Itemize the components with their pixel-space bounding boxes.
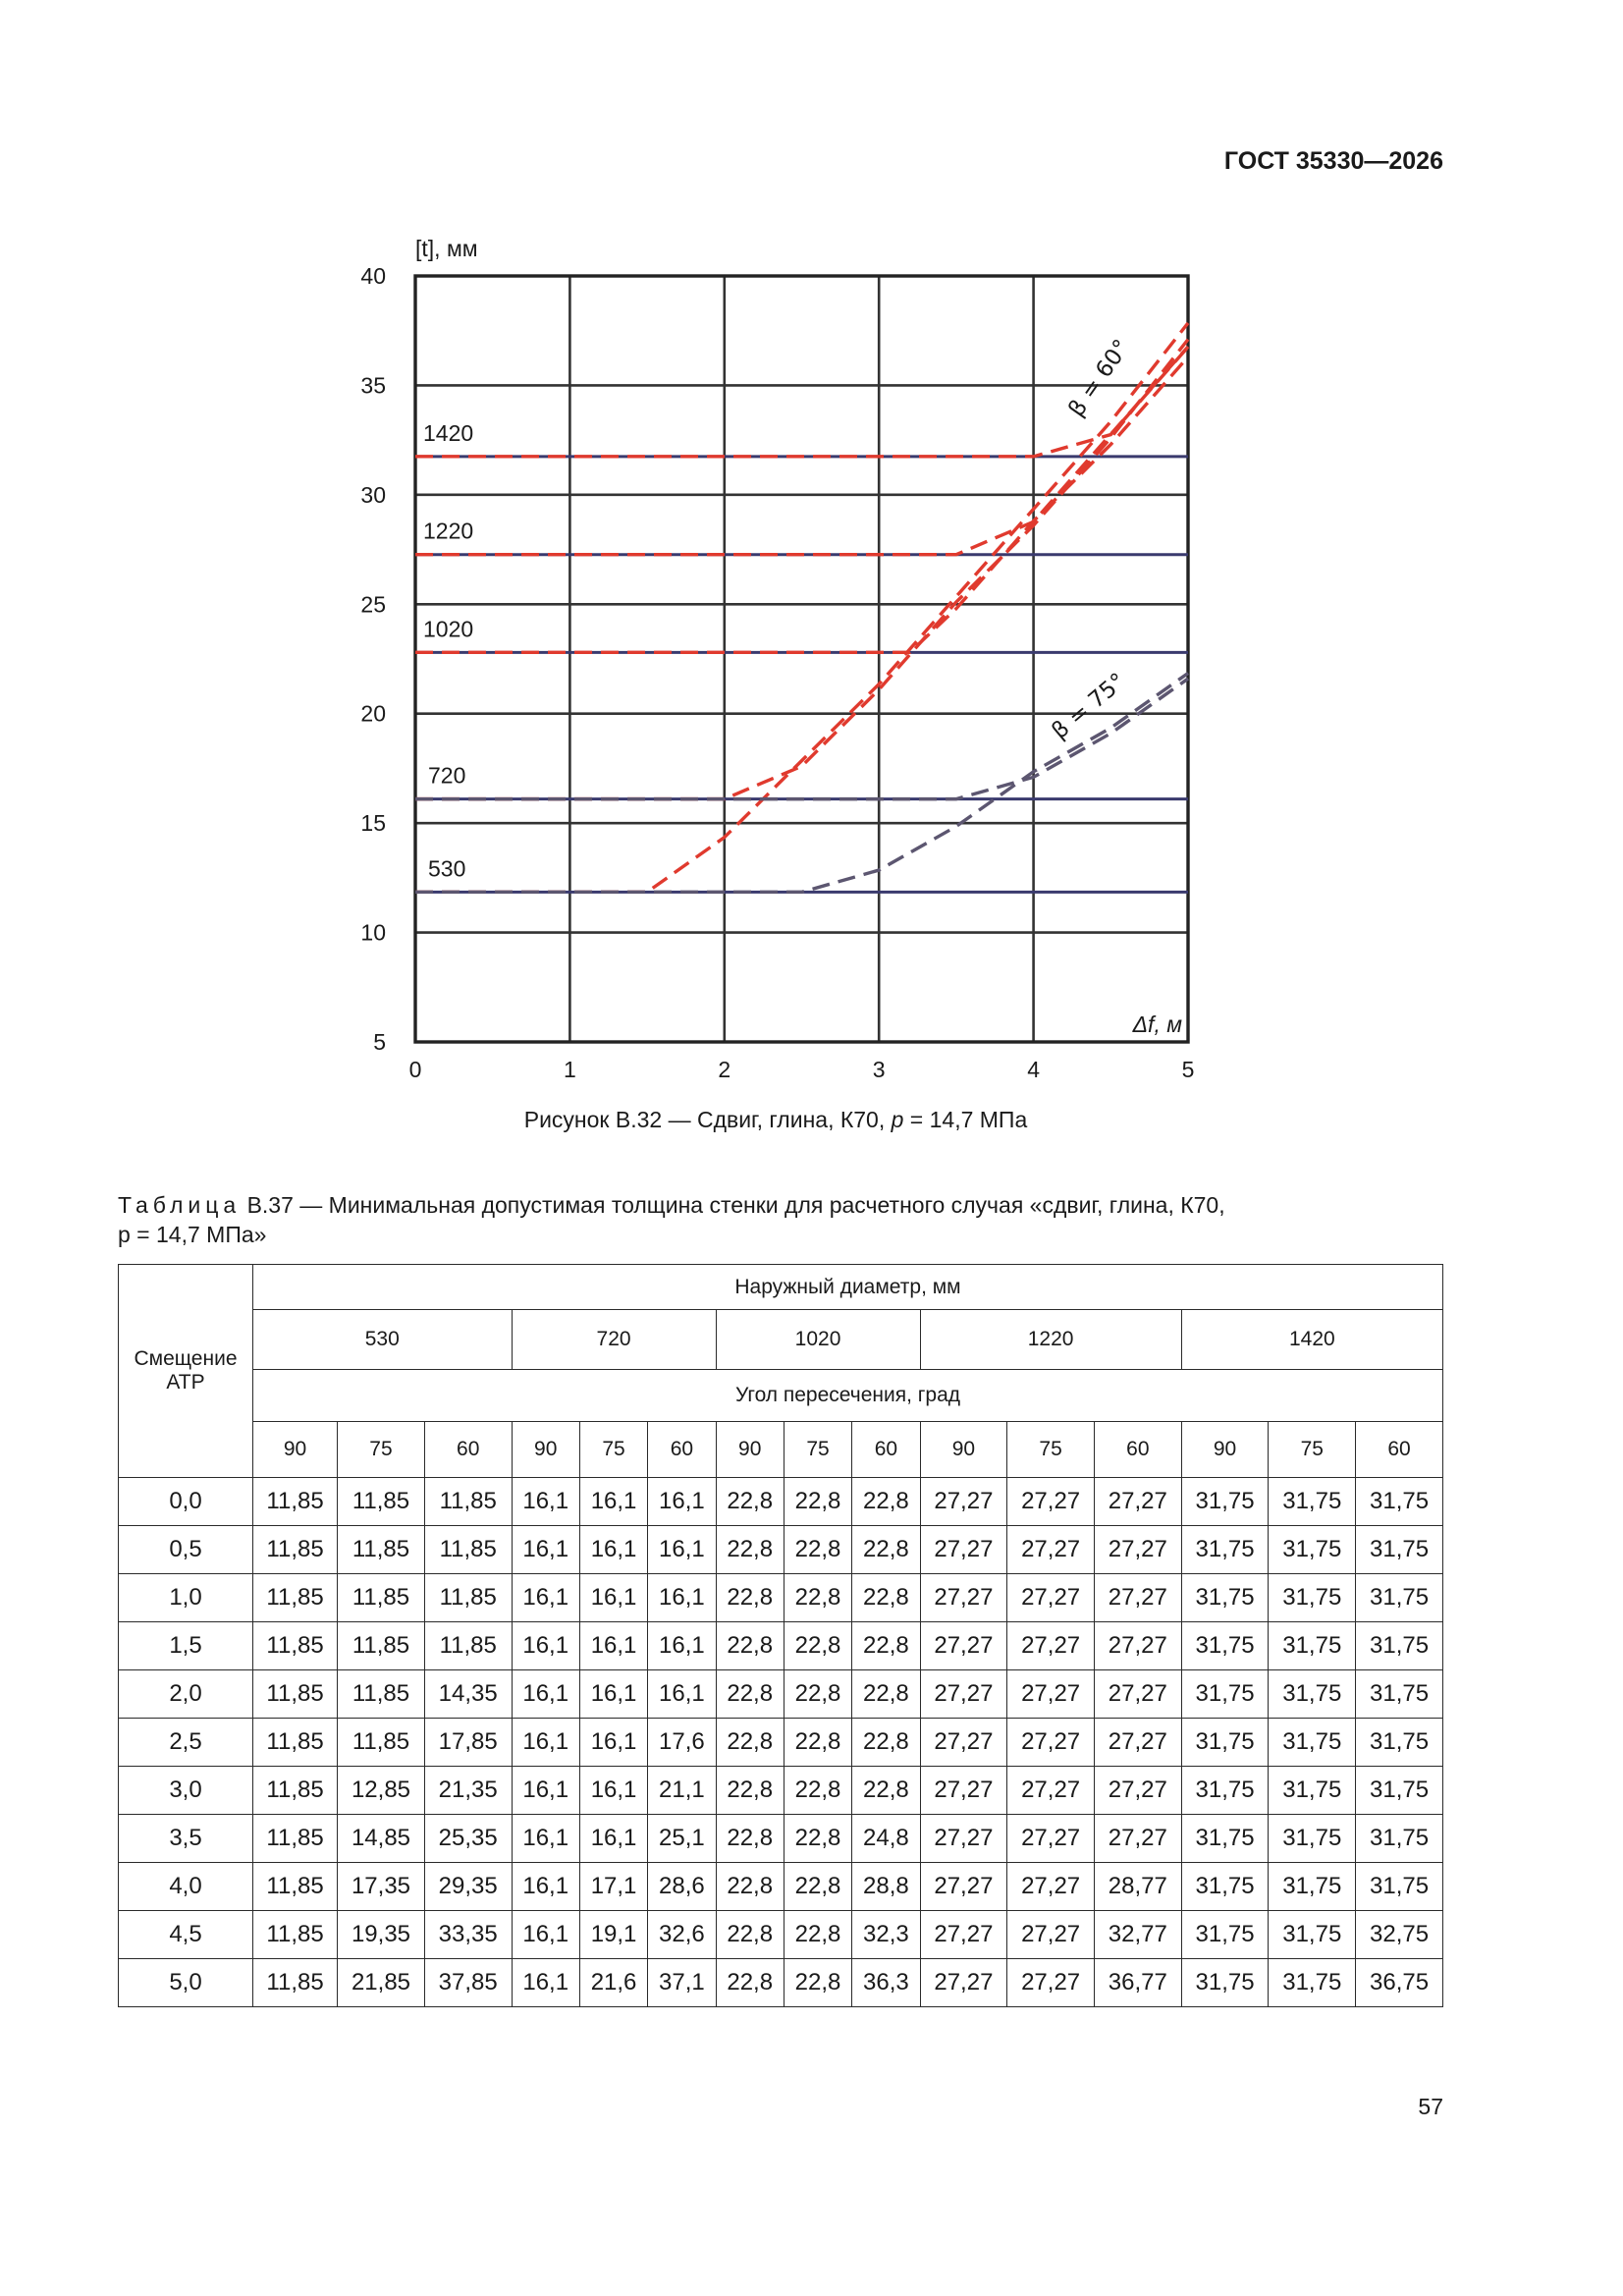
thickness-cell: 27,27 xyxy=(920,1959,1007,2007)
angle-cell: 90 xyxy=(716,1422,784,1478)
thickness-cell: 27,27 xyxy=(920,1815,1007,1863)
diameter-cell: 720 xyxy=(512,1310,716,1370)
table-row xyxy=(119,1526,1443,1574)
thickness-cell: 31,75 xyxy=(1356,1767,1443,1815)
thickness-cell: 31,75 xyxy=(1269,1670,1356,1719)
page-number: 57 xyxy=(1418,2094,1443,2119)
angle-cell: 60 xyxy=(648,1422,716,1478)
thickness-cell: 11,85 xyxy=(253,1815,338,1863)
thickness-cell: 31,75 xyxy=(1269,1911,1356,1959)
thickness-cell: 31,75 xyxy=(1181,1863,1269,1911)
y-tick-label: 20 xyxy=(360,700,386,727)
diameter-row xyxy=(119,1310,1443,1370)
thickness-cell: 36,75 xyxy=(1356,1959,1443,2007)
thickness-cell: 31,75 xyxy=(1269,1863,1356,1911)
y-tick-label: 40 xyxy=(360,263,386,289)
thickness-cell: 27,27 xyxy=(920,1574,1007,1622)
thickness-cell: 11,85 xyxy=(253,1670,338,1719)
angle-cell: 60 xyxy=(1356,1422,1443,1478)
shift-cell: 4,5 xyxy=(119,1911,253,1959)
thickness-cell: 31,75 xyxy=(1269,1719,1356,1767)
thickness-cell: 16,1 xyxy=(512,1767,579,1815)
diameter-cell: 1020 xyxy=(716,1310,920,1370)
thickness-cell: 21,35 xyxy=(424,1767,512,1815)
thickness-cell: 21,1 xyxy=(648,1767,716,1815)
thickness-cell: 16,1 xyxy=(512,1526,579,1574)
table-title-label: Таблица xyxy=(118,1192,242,1218)
x-tick-label: 5 xyxy=(1181,1057,1195,1082)
data-table xyxy=(118,1264,1443,2007)
thickness-cell: 12,85 xyxy=(338,1767,425,1815)
thickness-cell: 22,8 xyxy=(716,1622,784,1670)
thickness-cell: 16,1 xyxy=(579,1815,647,1863)
shift-cell: 2,0 xyxy=(119,1670,253,1719)
thickness-cell: 22,8 xyxy=(716,1959,784,2007)
thickness-cell: 36,3 xyxy=(852,1959,920,2007)
thickness-cell: 31,75 xyxy=(1181,1959,1269,2007)
table-row xyxy=(119,1959,1443,2007)
thickness-cell: 27,27 xyxy=(1094,1719,1181,1767)
thickness-cell: 17,6 xyxy=(648,1719,716,1767)
thickness-cell: 11,85 xyxy=(253,1959,338,2007)
thickness-cell: 22,8 xyxy=(784,1815,851,1863)
thickness-cell: 22,8 xyxy=(784,1863,851,1911)
thickness-cell: 31,75 xyxy=(1269,1767,1356,1815)
thickness-cell: 32,77 xyxy=(1094,1911,1181,1959)
y-tick-label: 15 xyxy=(360,810,386,837)
thickness-cell: 22,8 xyxy=(784,1526,851,1574)
thickness-cell: 27,27 xyxy=(1007,1478,1095,1526)
angle-cell: 75 xyxy=(579,1422,647,1478)
table-row xyxy=(119,1719,1443,1767)
diameter-label: 720 xyxy=(428,762,466,789)
thickness-cell: 22,8 xyxy=(784,1959,851,2007)
diameter-label: 530 xyxy=(428,855,466,882)
thickness-cell: 31,75 xyxy=(1269,1574,1356,1622)
thickness-cell: 16,1 xyxy=(512,1719,579,1767)
thickness-cell: 31,75 xyxy=(1181,1478,1269,1526)
thickness-cell: 16,1 xyxy=(579,1526,647,1574)
thickness-cell: 31,75 xyxy=(1356,1574,1443,1622)
y-tick-label: 25 xyxy=(360,591,386,618)
thickness-cell: 31,75 xyxy=(1269,1959,1356,2007)
thickness-cell: 32,3 xyxy=(852,1911,920,1959)
thickness-cell: 11,85 xyxy=(253,1526,338,1574)
angle-cell: 75 xyxy=(1269,1422,1356,1478)
thickness-cell: 27,27 xyxy=(1007,1959,1095,2007)
thickness-cell: 27,27 xyxy=(1094,1478,1181,1526)
thickness-cell: 27,27 xyxy=(920,1622,1007,1670)
x-tick-label: 2 xyxy=(718,1057,731,1082)
thickness-cell: 16,1 xyxy=(648,1574,716,1622)
thickness-cell: 27,27 xyxy=(920,1863,1007,1911)
thickness-cell: 16,1 xyxy=(579,1478,647,1526)
angle-cell: 60 xyxy=(852,1422,920,1478)
thickness-cell: 22,8 xyxy=(784,1719,851,1767)
thickness-cell: 22,8 xyxy=(784,1574,851,1622)
thickness-cell: 16,1 xyxy=(648,1478,716,1526)
series-line xyxy=(415,347,1188,555)
thickness-cell: 22,8 xyxy=(716,1719,784,1767)
thickness-cell: 11,85 xyxy=(253,1719,338,1767)
thickness-cell: 22,8 xyxy=(852,1574,920,1622)
shift-cell: 2,5 xyxy=(119,1719,253,1767)
thickness-cell: 11,85 xyxy=(253,1863,338,1911)
thickness-cell: 27,27 xyxy=(920,1478,1007,1526)
figure-chart xyxy=(334,221,1237,1105)
thickness-cell: 25,1 xyxy=(648,1815,716,1863)
thickness-cell: 24,8 xyxy=(852,1815,920,1863)
thickness-cell: 16,1 xyxy=(579,1719,647,1767)
thickness-cell: 31,75 xyxy=(1269,1478,1356,1526)
thickness-cell: 27,27 xyxy=(1007,1815,1095,1863)
thickness-cell: 28,8 xyxy=(852,1863,920,1911)
angle-cell: 90 xyxy=(920,1422,1007,1478)
thickness-cell: 16,1 xyxy=(512,1574,579,1622)
thickness-cell: 22,8 xyxy=(716,1815,784,1863)
shift-cell: 5,0 xyxy=(119,1959,253,2007)
thickness-cell: 27,27 xyxy=(1007,1622,1095,1670)
thickness-cell: 22,8 xyxy=(852,1719,920,1767)
y-tick-label: 10 xyxy=(360,919,386,946)
beta-75-label: β = 75° xyxy=(1047,668,1131,745)
thickness-cell: 16,1 xyxy=(648,1526,716,1574)
thickness-cell: 11,85 xyxy=(424,1526,512,1574)
shift-cell: 1,0 xyxy=(119,1574,253,1622)
document-header: ГОСТ 35330—2026 xyxy=(1223,147,1443,175)
shift-cell: 3,5 xyxy=(119,1815,253,1863)
thickness-cell: 31,75 xyxy=(1181,1574,1269,1622)
angle-cell: 60 xyxy=(1094,1422,1181,1478)
thickness-cell: 31,75 xyxy=(1356,1622,1443,1670)
thickness-cell: 22,8 xyxy=(852,1478,920,1526)
thickness-cell: 16,1 xyxy=(512,1622,579,1670)
thickness-cell: 16,1 xyxy=(579,1670,647,1719)
thickness-cell: 27,27 xyxy=(1007,1911,1095,1959)
thickness-cell: 16,1 xyxy=(579,1767,647,1815)
thickness-cell: 22,8 xyxy=(784,1767,851,1815)
thickness-cell: 27,27 xyxy=(1094,1767,1181,1815)
thickness-cell: 27,27 xyxy=(920,1911,1007,1959)
thickness-cell: 22,8 xyxy=(716,1767,784,1815)
thickness-cell: 27,27 xyxy=(1007,1526,1095,1574)
table-row xyxy=(119,1911,1443,1959)
angle-header: Угол пересечения, град xyxy=(253,1370,1443,1422)
angle-cell: 75 xyxy=(338,1422,425,1478)
thickness-cell: 11,85 xyxy=(253,1478,338,1526)
thickness-cell: 11,85 xyxy=(424,1622,512,1670)
thickness-cell: 28,77 xyxy=(1094,1863,1181,1911)
x-tick-label: 3 xyxy=(872,1057,886,1082)
thickness-cell: 27,27 xyxy=(1094,1574,1181,1622)
thickness-cell: 27,27 xyxy=(1007,1863,1095,1911)
thickness-cell: 33,35 xyxy=(424,1911,512,1959)
thickness-cell: 31,75 xyxy=(1356,1719,1443,1767)
beta-60-label: β = 60° xyxy=(1063,335,1135,422)
y-tick-label: 30 xyxy=(360,481,386,508)
thickness-cell: 22,8 xyxy=(716,1574,784,1622)
table-title xyxy=(118,1190,1443,1249)
angle-cell: 90 xyxy=(512,1422,579,1478)
thickness-cell: 16,1 xyxy=(512,1815,579,1863)
angle-cell: 75 xyxy=(1007,1422,1095,1478)
angle-cell: 90 xyxy=(1181,1422,1269,1478)
thickness-cell: 16,1 xyxy=(512,1863,579,1911)
thickness-cell: 16,1 xyxy=(579,1574,647,1622)
x-tick-label: 4 xyxy=(1027,1057,1040,1082)
shift-cell: 1,5 xyxy=(119,1622,253,1670)
thickness-cell: 22,8 xyxy=(784,1911,851,1959)
thickness-cell: 27,27 xyxy=(920,1670,1007,1719)
diameter-cell: 1420 xyxy=(1181,1310,1442,1370)
y-axis-label: [t], мм xyxy=(415,236,478,261)
thickness-cell: 31,75 xyxy=(1356,1526,1443,1574)
diameter-header: Наружный диаметр, мм xyxy=(253,1265,1443,1310)
thickness-cell: 31,75 xyxy=(1269,1815,1356,1863)
diameter-cell: 1220 xyxy=(920,1310,1181,1370)
thickness-cell: 31,75 xyxy=(1181,1815,1269,1863)
thickness-cell: 37,85 xyxy=(424,1959,512,2007)
thickness-cell: 31,75 xyxy=(1181,1767,1269,1815)
thickness-cell: 22,8 xyxy=(852,1670,920,1719)
thickness-cell: 27,27 xyxy=(1007,1719,1095,1767)
y-tick-label: 5 xyxy=(373,1029,386,1055)
thickness-cell: 27,27 xyxy=(920,1719,1007,1767)
table-body xyxy=(119,1478,1443,2007)
thickness-cell: 16,1 xyxy=(512,1959,579,2007)
thickness-cell: 22,8 xyxy=(784,1670,851,1719)
angle-row xyxy=(119,1422,1443,1478)
thickness-cell: 22,8 xyxy=(716,1863,784,1911)
shift-cell: 3,0 xyxy=(119,1767,253,1815)
thickness-cell: 31,75 xyxy=(1181,1719,1269,1767)
figure-caption xyxy=(324,1107,1227,1133)
thickness-cell: 31,75 xyxy=(1181,1911,1269,1959)
thickness-cell: 31,75 xyxy=(1181,1670,1269,1719)
x-tick-label: 0 xyxy=(408,1057,422,1082)
thickness-cell: 22,8 xyxy=(716,1478,784,1526)
thickness-cell: 11,85 xyxy=(338,1670,425,1719)
thickness-cell: 19,1 xyxy=(579,1911,647,1959)
thickness-cell: 32,75 xyxy=(1356,1911,1443,1959)
thickness-cell: 31,75 xyxy=(1356,1478,1443,1526)
thickness-cell: 31,75 xyxy=(1181,1526,1269,1574)
thickness-cell: 16,1 xyxy=(579,1622,647,1670)
thickness-cell: 27,27 xyxy=(1007,1670,1095,1719)
thickness-cell: 11,85 xyxy=(424,1574,512,1622)
diameter-label: 1020 xyxy=(423,616,474,642)
thickness-cell: 22,8 xyxy=(716,1670,784,1719)
y-tick-label: 35 xyxy=(360,372,386,399)
thickness-cell: 22,8 xyxy=(784,1478,851,1526)
table-title-text: В.37 — Минимальная допустимая толщина стенки для расчетного случая «сдвиг, глина, К70, xyxy=(246,1192,1225,1218)
caption-suffix: = 14,7 МПа xyxy=(903,1107,1028,1132)
thickness-cell: 27,27 xyxy=(1094,1526,1181,1574)
thickness-cell: 31,75 xyxy=(1269,1622,1356,1670)
angle-cell: 90 xyxy=(253,1422,338,1478)
diameter-label: 1420 xyxy=(423,419,474,446)
diameter-label: 1220 xyxy=(423,518,474,544)
thickness-cell: 11,85 xyxy=(253,1622,338,1670)
thickness-cell: 29,35 xyxy=(424,1863,512,1911)
thickness-cell: 16,1 xyxy=(512,1911,579,1959)
shift-cell: 0,0 xyxy=(119,1478,253,1526)
thickness-cell: 11,85 xyxy=(338,1622,425,1670)
series-line xyxy=(415,679,1188,799)
thickness-cell: 31,75 xyxy=(1181,1622,1269,1670)
thickness-cell: 36,77 xyxy=(1094,1959,1181,2007)
thickness-cell: 11,85 xyxy=(338,1574,425,1622)
chart-svg xyxy=(334,221,1237,1105)
thickness-cell: 11,85 xyxy=(253,1767,338,1815)
thickness-cell: 11,85 xyxy=(338,1719,425,1767)
thickness-cell: 27,27 xyxy=(1007,1767,1095,1815)
thickness-cell: 31,75 xyxy=(1356,1670,1443,1719)
thickness-cell: 22,8 xyxy=(852,1767,920,1815)
thickness-cell: 21,6 xyxy=(579,1959,647,2007)
thickness-cell: 27,27 xyxy=(1094,1622,1181,1670)
thickness-cell: 17,85 xyxy=(424,1719,512,1767)
thickness-cell: 22,8 xyxy=(784,1622,851,1670)
x-tick-label: 1 xyxy=(564,1057,576,1082)
thickness-cell: 27,27 xyxy=(1094,1670,1181,1719)
caption-p: p xyxy=(891,1107,904,1132)
thickness-cell: 11,85 xyxy=(253,1911,338,1959)
shift-header: Смещение АТР xyxy=(119,1265,253,1478)
table-row xyxy=(119,1622,1443,1670)
thickness-cell: 31,75 xyxy=(1356,1863,1443,1911)
table-row xyxy=(119,1670,1443,1719)
thickness-cell: 16,1 xyxy=(512,1670,579,1719)
table-row xyxy=(119,1767,1443,1815)
thickness-cell: 22,8 xyxy=(716,1526,784,1574)
thickness-cell: 19,35 xyxy=(338,1911,425,1959)
thickness-cell: 17,1 xyxy=(579,1863,647,1911)
thickness-cell: 11,85 xyxy=(253,1574,338,1622)
thickness-cell: 27,27 xyxy=(1007,1574,1095,1622)
thickness-cell: 27,27 xyxy=(1094,1815,1181,1863)
thickness-cell: 22,8 xyxy=(852,1526,920,1574)
thickness-cell: 32,6 xyxy=(648,1911,716,1959)
angle-cell: 75 xyxy=(784,1422,851,1478)
thickness-cell: 25,35 xyxy=(424,1815,512,1863)
thickness-cell: 11,85 xyxy=(338,1526,425,1574)
thickness-cell: 21,85 xyxy=(338,1959,425,2007)
table-row xyxy=(119,1815,1443,1863)
thickness-cell: 17,35 xyxy=(338,1863,425,1911)
thickness-cell: 16,1 xyxy=(512,1478,579,1526)
thickness-cell: 11,85 xyxy=(338,1478,425,1526)
table-row xyxy=(119,1478,1443,1526)
thickness-cell: 16,1 xyxy=(648,1622,716,1670)
table-title-line2: p = 14,7 МПа» xyxy=(118,1222,267,1247)
thickness-cell: 27,27 xyxy=(920,1767,1007,1815)
thickness-cell: 27,27 xyxy=(920,1526,1007,1574)
thickness-cell: 31,75 xyxy=(1356,1815,1443,1863)
table-row xyxy=(119,1863,1443,1911)
x-axis-label: Δf, м xyxy=(1132,1011,1182,1037)
thickness-cell: 31,75 xyxy=(1269,1526,1356,1574)
thickness-cell: 16,1 xyxy=(648,1670,716,1719)
thickness-cell: 22,8 xyxy=(716,1911,784,1959)
shift-cell: 4,0 xyxy=(119,1863,253,1911)
angle-cell: 60 xyxy=(424,1422,512,1478)
thickness-cell: 37,1 xyxy=(648,1959,716,2007)
diameter-cell: 530 xyxy=(253,1310,513,1370)
thickness-cell: 14,35 xyxy=(424,1670,512,1719)
plot-frame xyxy=(415,276,1188,1042)
thickness-cell: 22,8 xyxy=(852,1622,920,1670)
caption-prefix: Рисунок В.32 — Сдвиг, глина, К70, xyxy=(523,1107,892,1132)
thickness-cell: 28,6 xyxy=(648,1863,716,1911)
table-row xyxy=(119,1574,1443,1622)
shift-cell: 0,5 xyxy=(119,1526,253,1574)
thickness-cell: 14,85 xyxy=(338,1815,425,1863)
thickness-cell: 11,85 xyxy=(424,1478,512,1526)
